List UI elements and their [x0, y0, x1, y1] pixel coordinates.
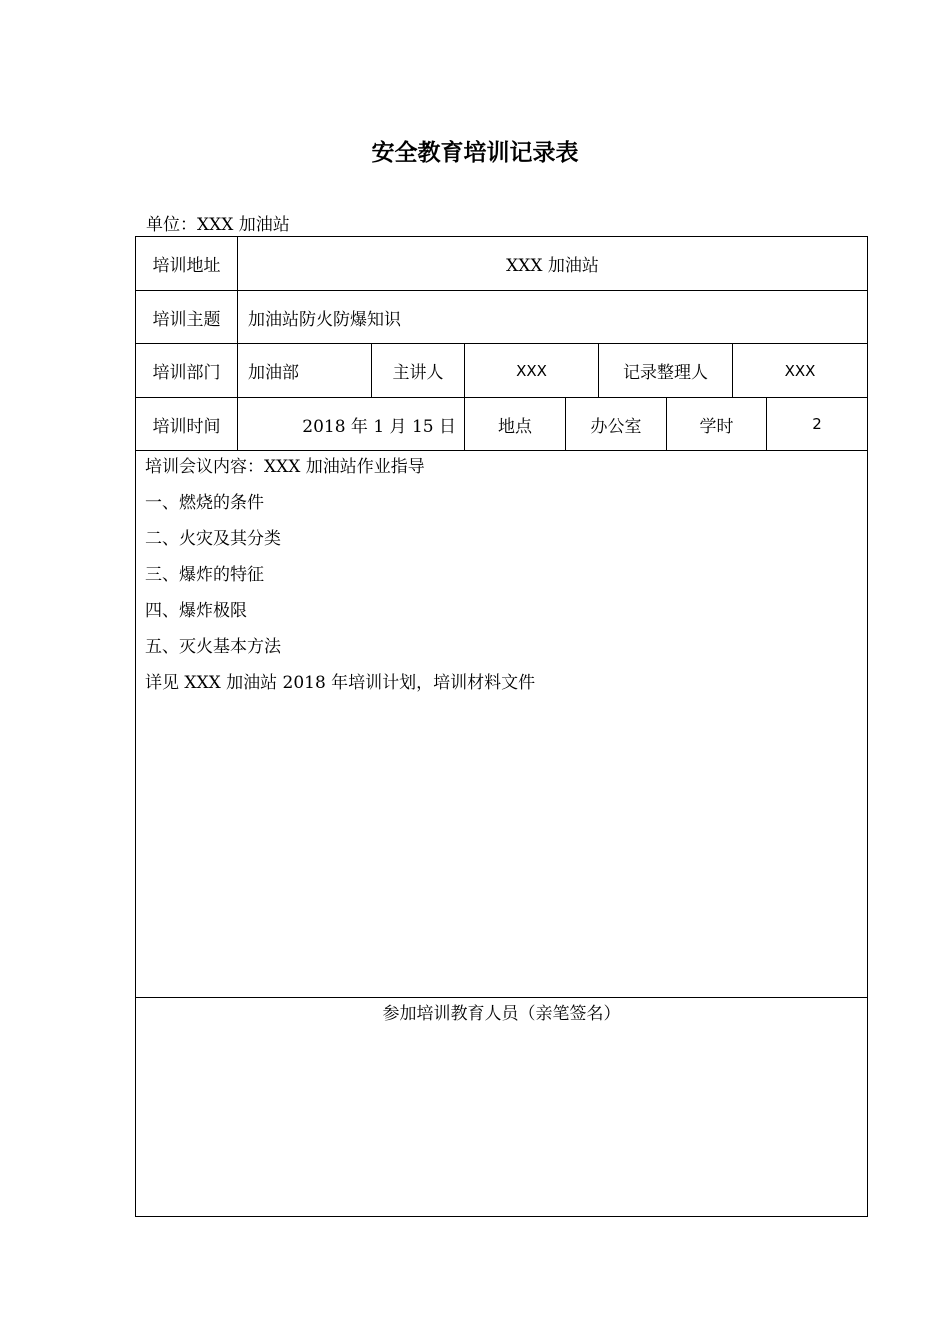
time-value[interactable]: 2018 年 1 月 15 日 [238, 398, 465, 450]
topic-label: 培训主题 [136, 291, 238, 343]
address-label: 培训地址 [136, 237, 238, 290]
place-value[interactable]: 办公室 [566, 398, 667, 450]
dept-label: 培训部门 [136, 344, 238, 397]
content-item: 详见 XXX 加油站 2018 年培训计划，培训材料文件 [145, 673, 536, 693]
signature-area[interactable] [136, 998, 867, 1218]
row-topic [136, 291, 867, 344]
content-header: 培训会议内容：XXX 加油站作业指导 [145, 457, 425, 477]
training-record-table [135, 236, 868, 1217]
topic-value[interactable]: 加油站防火防爆知识 [248, 309, 401, 330]
content-item: 二、火灾及其分类 [145, 529, 281, 549]
recorder-label: 记录整理人 [599, 344, 733, 397]
unit-label: 单位：XXX 加油站 [146, 215, 290, 235]
address-value[interactable]: XXX 加油站 [506, 256, 599, 276]
signature-label: 参加培训教育人员（亲笔签名） [382, 1004, 621, 1024]
hours-value[interactable]: 2 [812, 415, 822, 433]
training-content[interactable] [136, 451, 867, 998]
speaker-label: 主讲人 [372, 344, 465, 397]
recorder-value[interactable]: XXX [784, 361, 816, 380]
hours-label: 学时 [667, 398, 767, 450]
row-time [136, 398, 867, 451]
dept-value[interactable]: 加油部 [238, 344, 372, 397]
place-label: 地点 [465, 398, 566, 450]
row-address [136, 237, 867, 291]
time-label: 培训时间 [136, 398, 238, 450]
row-dept [136, 344, 867, 398]
page-title: 安全教育培训记录表 [371, 140, 579, 166]
content-item: 五、灭火基本方法 [145, 637, 281, 657]
speaker-value[interactable]: XXX [465, 344, 599, 397]
content-item: 三、爆炸的特征 [145, 565, 264, 585]
content-item: 四、爆炸极限 [145, 601, 247, 621]
content-item: 一、燃烧的条件 [145, 493, 264, 513]
